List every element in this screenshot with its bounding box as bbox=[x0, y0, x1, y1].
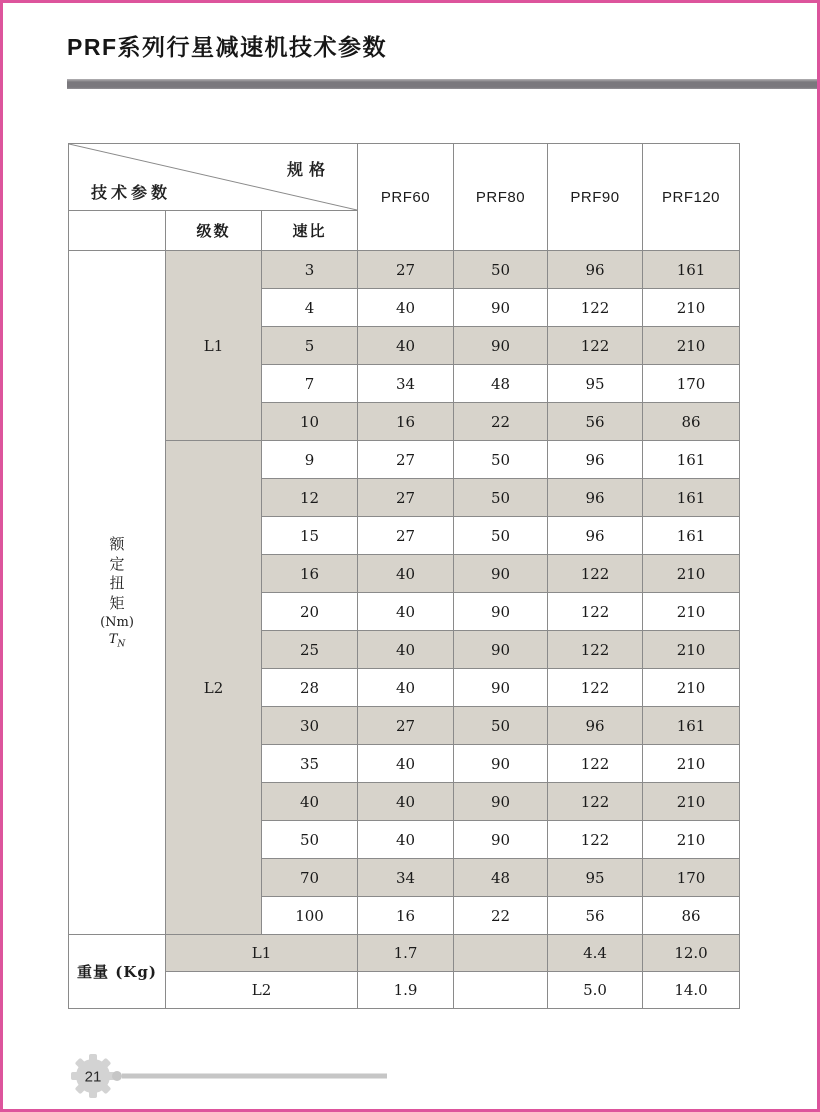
value-cell: 86 bbox=[643, 897, 740, 935]
value-cell: 210 bbox=[643, 289, 740, 327]
value-cell: 50 bbox=[454, 441, 548, 479]
weight-value-cell: 4.4 bbox=[548, 935, 643, 972]
value-cell: 27 bbox=[358, 517, 454, 555]
torque-symbol bbox=[109, 632, 126, 650]
value-cell: 90 bbox=[454, 289, 548, 327]
footer-line bbox=[122, 1074, 387, 1079]
value-cell: 22 bbox=[454, 897, 548, 935]
value-cell: 170 bbox=[643, 859, 740, 897]
column-header-prf120: PRF120 bbox=[643, 144, 740, 251]
value-cell: 122 bbox=[548, 745, 643, 783]
value-cell: 161 bbox=[643, 479, 740, 517]
ratio-cell: 7 bbox=[262, 365, 358, 403]
torque-label bbox=[69, 251, 166, 935]
footer-decoration bbox=[67, 1052, 397, 1100]
page-title: PRF系列行星减速机技术参数 bbox=[67, 34, 387, 60]
value-cell: 27 bbox=[358, 479, 454, 517]
value-cell: 56 bbox=[548, 403, 643, 441]
value-cell: 122 bbox=[548, 669, 643, 707]
ratio-cell: 25 bbox=[262, 631, 358, 669]
ratio-cell: 4 bbox=[262, 289, 358, 327]
ratio-cell: 3 bbox=[262, 251, 358, 289]
torque-symbol-sub: N bbox=[117, 639, 126, 650]
value-cell: 210 bbox=[643, 327, 740, 365]
weight-value-cell: 5.0 bbox=[548, 972, 643, 1009]
value-cell: 40 bbox=[358, 327, 454, 365]
value-cell: 40 bbox=[358, 555, 454, 593]
value-cell: 40 bbox=[358, 821, 454, 859]
table-row bbox=[69, 935, 740, 972]
value-cell: 161 bbox=[643, 251, 740, 289]
value-cell: 122 bbox=[548, 821, 643, 859]
table-row bbox=[69, 972, 740, 1009]
weight-stage-cell: L2 bbox=[166, 972, 358, 1009]
ratio-cell: 30 bbox=[262, 707, 358, 745]
value-cell: 48 bbox=[454, 859, 548, 897]
value-cell: 40 bbox=[358, 669, 454, 707]
table-row bbox=[69, 251, 740, 289]
value-cell: 56 bbox=[548, 897, 643, 935]
value-cell: 90 bbox=[454, 669, 548, 707]
value-cell: 210 bbox=[643, 783, 740, 821]
value-cell: 96 bbox=[548, 707, 643, 745]
value-cell: 210 bbox=[643, 669, 740, 707]
footer-line-dot bbox=[112, 1071, 122, 1081]
column-header-prf60: PRF60 bbox=[358, 144, 454, 251]
value-cell: 96 bbox=[548, 441, 643, 479]
weight-value-cell: 14.0 bbox=[643, 972, 740, 1009]
column-header-prf80: PRF80 bbox=[454, 144, 548, 251]
ratio-cell: 35 bbox=[262, 745, 358, 783]
value-cell: 50 bbox=[454, 251, 548, 289]
value-cell: 96 bbox=[548, 479, 643, 517]
value-cell: 48 bbox=[454, 365, 548, 403]
value-cell: 50 bbox=[454, 517, 548, 555]
torque-char: 额 bbox=[109, 535, 125, 554]
value-cell: 40 bbox=[358, 745, 454, 783]
value-cell: 86 bbox=[643, 403, 740, 441]
column-header-prf90: PRF90 bbox=[548, 144, 643, 251]
value-cell: 40 bbox=[358, 593, 454, 631]
value-cell: 210 bbox=[643, 555, 740, 593]
weight-value-cell: 12.0 bbox=[643, 935, 740, 972]
value-cell: 90 bbox=[454, 593, 548, 631]
ratio-cell: 100 bbox=[262, 897, 358, 935]
header-empty-cell bbox=[69, 211, 166, 251]
torque-label-content bbox=[69, 535, 165, 650]
value-cell: 122 bbox=[548, 631, 643, 669]
weight-value-cell bbox=[454, 935, 548, 972]
value-cell: 122 bbox=[548, 783, 643, 821]
torque-label-chars bbox=[109, 535, 124, 613]
value-cell: 90 bbox=[454, 555, 548, 593]
ratio-cell: 15 bbox=[262, 517, 358, 555]
ratio-cell: 9 bbox=[262, 441, 358, 479]
value-cell: 50 bbox=[454, 479, 548, 517]
torque-char: 定 bbox=[109, 554, 125, 573]
value-cell: 210 bbox=[643, 593, 740, 631]
ratio-cell: 16 bbox=[262, 555, 358, 593]
value-cell: 90 bbox=[454, 821, 548, 859]
header-params-label: 技术参数 bbox=[91, 185, 172, 202]
value-cell: 22 bbox=[454, 403, 548, 441]
ratio-cell: 28 bbox=[262, 669, 358, 707]
weight-stage-cell: L1 bbox=[166, 935, 358, 972]
value-cell: 40 bbox=[358, 783, 454, 821]
torque-unit: (Nm) bbox=[100, 615, 134, 631]
stage-cell: L2 bbox=[166, 441, 262, 935]
value-cell: 90 bbox=[454, 327, 548, 365]
value-cell: 210 bbox=[643, 631, 740, 669]
torque-char: 矩 bbox=[109, 593, 125, 612]
value-cell: 122 bbox=[548, 327, 643, 365]
table-row bbox=[69, 441, 740, 479]
value-cell: 27 bbox=[358, 251, 454, 289]
value-cell: 95 bbox=[548, 365, 643, 403]
value-cell: 50 bbox=[454, 707, 548, 745]
weight-value-cell bbox=[454, 972, 548, 1009]
value-cell: 161 bbox=[643, 441, 740, 479]
weight-value-cell: 1.9 bbox=[358, 972, 454, 1009]
page-number: 21 bbox=[84, 1068, 102, 1086]
spec-table bbox=[68, 143, 740, 1009]
stage-cell: L1 bbox=[166, 251, 262, 441]
diagonal-header-cell bbox=[69, 144, 358, 211]
ratio-cell: 50 bbox=[262, 821, 358, 859]
ratio-cell: 70 bbox=[262, 859, 358, 897]
title-divider bbox=[67, 79, 820, 89]
ratio-cell: 20 bbox=[262, 593, 358, 631]
value-cell: 34 bbox=[358, 859, 454, 897]
value-cell: 34 bbox=[358, 365, 454, 403]
ratio-cell: 5 bbox=[262, 327, 358, 365]
value-cell: 210 bbox=[643, 745, 740, 783]
value-cell: 96 bbox=[548, 517, 643, 555]
value-cell: 90 bbox=[454, 783, 548, 821]
torque-symbol-letter: T bbox=[108, 632, 118, 648]
value-cell: 90 bbox=[454, 631, 548, 669]
header-stages-label: 级数 bbox=[166, 211, 262, 251]
value-cell: 40 bbox=[358, 631, 454, 669]
header-ratio-label: 速比 bbox=[262, 211, 358, 251]
value-cell: 210 bbox=[643, 821, 740, 859]
ratio-cell: 10 bbox=[262, 403, 358, 441]
value-cell: 161 bbox=[643, 517, 740, 555]
value-cell: 16 bbox=[358, 403, 454, 441]
value-cell: 27 bbox=[358, 441, 454, 479]
value-cell: 122 bbox=[548, 555, 643, 593]
value-cell: 96 bbox=[548, 251, 643, 289]
value-cell: 90 bbox=[454, 745, 548, 783]
value-cell: 161 bbox=[643, 707, 740, 745]
value-cell: 40 bbox=[358, 289, 454, 327]
value-cell: 16 bbox=[358, 897, 454, 935]
value-cell: 95 bbox=[548, 859, 643, 897]
weight-label: 重量 (Kg) bbox=[69, 935, 166, 1009]
ratio-cell: 40 bbox=[262, 783, 358, 821]
value-cell: 170 bbox=[643, 365, 740, 403]
value-cell: 27 bbox=[358, 707, 454, 745]
ratio-cell: 12 bbox=[262, 479, 358, 517]
torque-char: 扭 bbox=[109, 574, 125, 593]
weight-value-cell: 1.7 bbox=[358, 935, 454, 972]
value-cell: 122 bbox=[548, 593, 643, 631]
header-spec-label: 规格 bbox=[287, 162, 332, 179]
value-cell: 122 bbox=[548, 289, 643, 327]
